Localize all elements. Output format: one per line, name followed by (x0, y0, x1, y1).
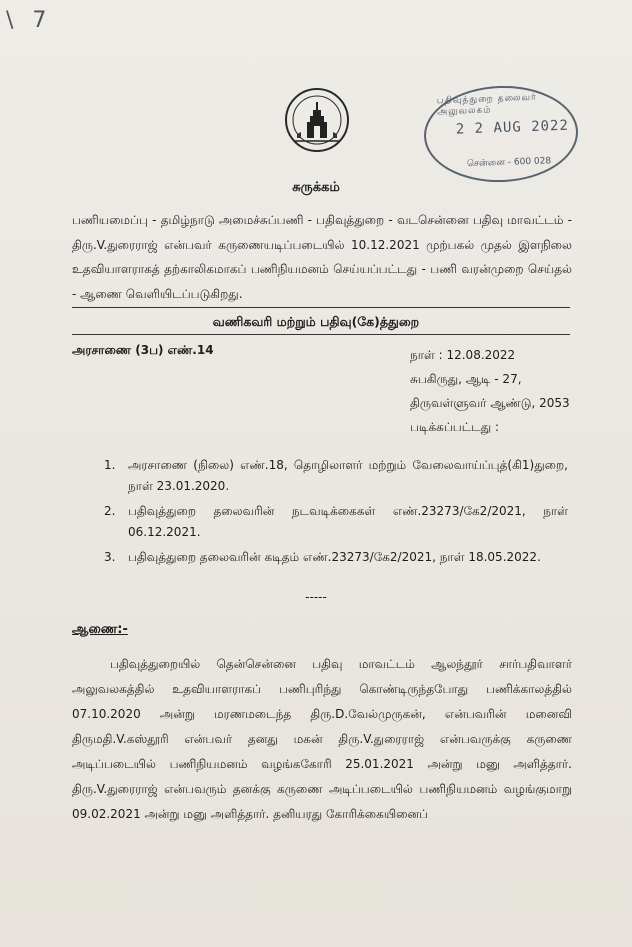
section-separator: ----- (305, 590, 327, 604)
go-number: அரசாணை (3ப) எண்.14 (72, 343, 214, 357)
reference-list (104, 455, 568, 572)
department-heading: வணிகவரி மற்றும் பதிவு(கே)த்துறை (212, 314, 420, 329)
reference-number: 2. (104, 504, 116, 518)
summary-title: சுருக்கம் (292, 180, 340, 195)
order-body-paragraph: பதிவுத்துறையில் தென்சென்னை பதிவு மாவட்டம் ஆலந்தூர் சார்பதிவாளர் அலுவலகத்தில் உதவியாளராகப் பணிபுரிந்து கொண்டிருந்தபோது பணிக்காலத்தில் 07.10.2020 அன்று மரணமடைந்த திரு.D.வேல்முருகன், என்பவரின் மனைவி திருமதி.V.கஸ்தூரி என்பவர் தனது மகன் திரு.V.துரைராஜ் என்பவருக்கு கருணை அடிப்படையில் பணிநியமனம் வழங்ககோரி 25.01.2021 அன்று மனு அளித்தார். திரு.V.துரைராஜ் என்பவரும் தனக்கு கருணை அடிப்படையில் பணிநியமனம் வழங்குமாறு 09.02.2021 அன்று மனு அளித்தார். தனியரது கோரிக்கையினைப் (72, 657, 572, 821)
date-line: படிக்கப்பட்டது : (410, 420, 500, 434)
date-line: சுபகிருது, ஆடி - 27, (410, 372, 522, 386)
date-block (410, 343, 570, 439)
summary-paragraph: பணியமைப்பு - தமிழ்நாடு அமைச்சுப்பணி - பதிவுத்துறை - வடசென்னை பதிவு மாவட்டம் - திரு.V.துரைராஜ் என்பவர் கருணையடிப்படையில் 10.12.2021 முற்பகல் முதல் இளநிலை உதவியாளராகத் தற்காலிகமாகப் பணிநியமனம் செய்யப்பட்டது - பணி வரன்முறை செய்தல் - ஆணை வெளியிடப்படுகிறது. (72, 213, 572, 301)
stamp-date: 2 2 AUG 2022 (455, 117, 570, 138)
reference-number: 3. (104, 550, 116, 564)
stamp-location-text: சென்னை - 600 028 (466, 156, 552, 170)
order-heading: ஆணை:- (72, 622, 128, 637)
reference-item (104, 501, 568, 543)
corner-handwritten-mark: \ 7 (6, 8, 53, 33)
tamil-nadu-emblem-icon (283, 86, 351, 156)
reference-text: பதிவுத்துறை தலைவரின் கடிதம் எண்.23273/கே2/2021, நாள் 18.05.2022. (128, 550, 541, 564)
reference-text: அரசாணை (நிலை) எண்.18, தொழிலாளர் மற்றும் வேலைவாய்ப்புத்(கி1)துறை, நாள் 23.01.2020. (128, 458, 568, 493)
date-line: நாள் : 12.08.2022 (410, 348, 516, 362)
reference-number: 1. (104, 458, 116, 472)
reference-item (104, 547, 568, 568)
divider-top (72, 307, 570, 308)
reference-text: பதிவுத்துறை தலைவரின் நடவடிக்கைகள் எண்.23273/கே2/2021, நாள் 06.12.2021. (128, 504, 568, 539)
divider-bottom (72, 334, 570, 335)
reference-item (104, 455, 568, 497)
receipt-date-stamp (422, 83, 579, 184)
date-line: திருவள்ளுவர் ஆண்டு, 2053 (410, 396, 570, 410)
stamp-office-text: பதிவுத்துறை தலைவர் அலுவலகம் (436, 92, 537, 118)
